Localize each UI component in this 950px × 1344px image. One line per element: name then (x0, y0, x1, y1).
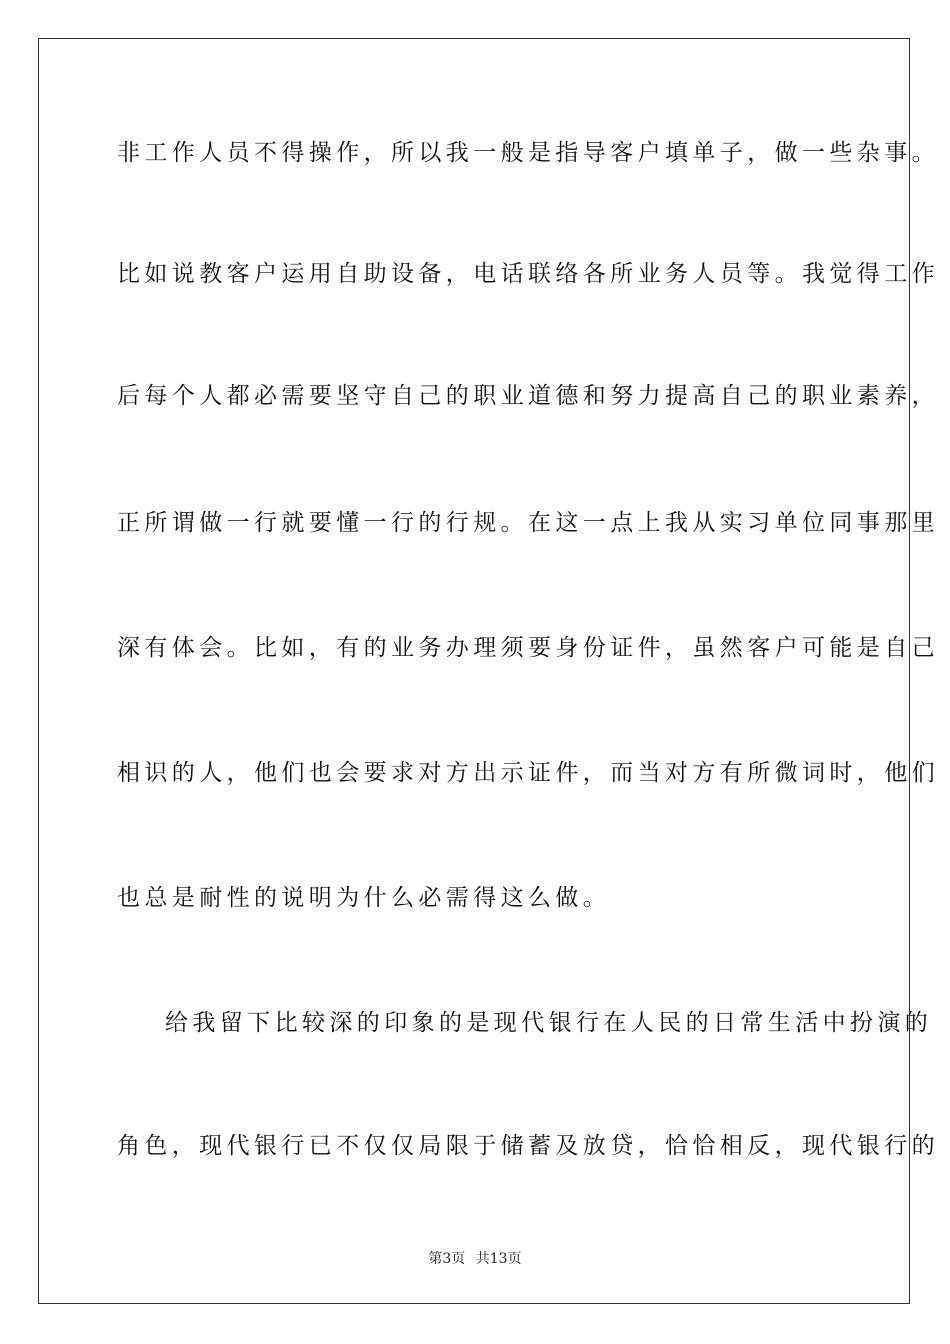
body-text-line: 角色，现代银行已不仅仅局限于储蓄及放贷，恰恰相反，现代银行的 (117, 1133, 939, 1159)
page-border (38, 38, 939, 1304)
current-page-number: 第3页 (428, 1251, 466, 1267)
body-text-line: 深有体会。比如，有的业务办理须要身份证件，虽然客户可能是自己 (117, 635, 939, 661)
body-text-line: 比如说教客户运用自助设备，电话联络各所业务人员等。我觉得工作 (117, 261, 939, 287)
body-text-line: 非工作人员不得操作，所以我一般是指导客户填单子，做一些杂事。 (117, 140, 939, 166)
paragraph-first-line: 给我留下比较深的印象的是现代银行在人民的日常生活中扮演的 (165, 1010, 933, 1036)
body-text-line: 正所谓做一行就要懂一行的行规。在这一点上我从实习单位同事那里 (117, 510, 939, 536)
body-text-line: 也总是耐性的说明为什么必需得这么做。 (117, 885, 611, 911)
page-footer (0, 1248, 950, 1268)
body-text-line: 相识的人，他们也会要求对方出示证件，而当对方有所微词时，他们 (117, 760, 939, 786)
total-page-count: 共13页 (475, 1251, 522, 1267)
body-text-line: 后每个人都必需要坚守自己的职业道德和努力提高自己的职业素养， (117, 383, 939, 409)
